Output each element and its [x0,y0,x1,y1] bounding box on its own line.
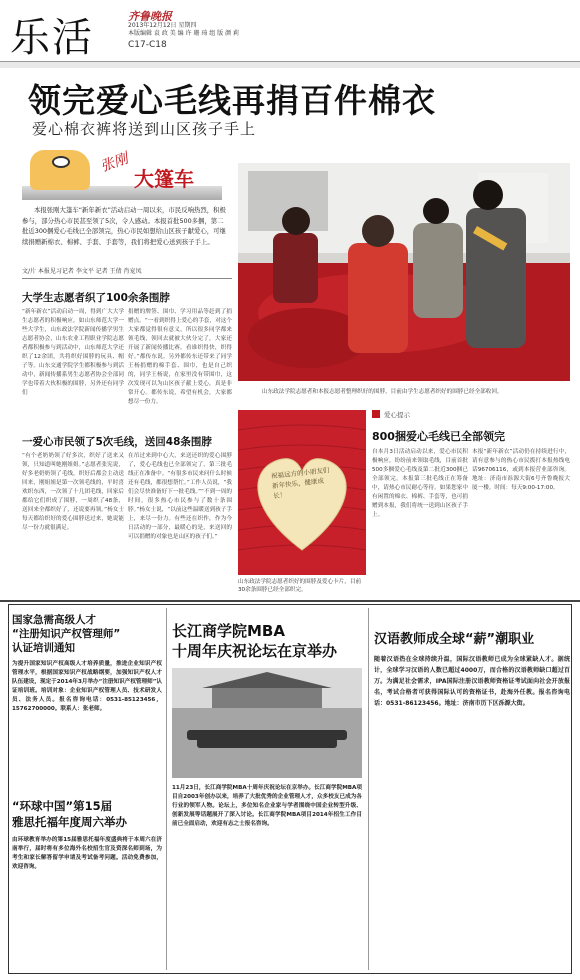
volunteers-photo [238,163,570,381]
column-logo-text: 大篷车 [134,167,194,191]
section1-title: 大学生志愿者织了100余条围脖 [22,292,170,304]
ad3-headline-line2: 十周年庆祝论坛在京举办 [172,642,338,660]
section1-column2: 捐赠的牌签、围巾、学习用品等赶到了捐赠点。“一看到织得上爱心的手套，对这个大家都觉得很有意义，所以很多同学都来领毛线，领回去就被大伙分完了，大家还开展了新闻传播比赛，看谁织得快，织得好。”都传东说。另外都传东还带来了同学王杨捐赠的棉手套、围巾，也是自己织的，同学王杨说，在家里没有带围巾，这次发现可以为山区孩子献上爱心，真是非常开心。都传东说，希望有机会，大家都想尽一份力。 [128,309,232,405]
tip-label: 爱心提示 [384,411,410,419]
tip-column2: 本报“新年新衣”活动仍在持续进行中，请有意参与的热心市民拨打本报热线电话96706116，或到本报营业部咨询。地址：济南市泺源大街6号齐鲁晚报大厦一楼。时间：每天9:00-17:00。 [472,449,570,491]
column-divider-2 [368,608,369,970]
ad1-body: 为提升国家知识产权高级人才培养质量，推进企业知识产权管理水平，根据国家知识产权战略纲要，加强知识产权人才队伍建设，现定于2014年3月举办“注册知识产权管理师”认证培训班。培训对象：企业知识产权管理人员、技术研发人员、法务人员。报名咨询电话：0531-85123456，15762700000。联系人：张老师。 [12,661,162,712]
byline: 文/片 本报见习记者 李文平 记者 王倩 肖宠凤 [22,268,142,275]
masthead-rule [0,62,580,68]
cartoon-eye-icon [52,156,70,168]
ad-section-rule [0,600,580,602]
forum-group-photo [172,668,362,778]
forum-group-photo-image [172,668,362,778]
scarf-photo [238,410,366,575]
main-headline: 领完爱心毛线再捐百件棉衣 [28,81,436,120]
tip-column1: 自本月3日活动启动以来，爱心市民积极响应，纷纷前来领取毛线，目前首批500多捆爱心毛线及第二批近300捆已全部领完。本报第三批毛线正在筹备中，请热心市民耐心等待。如果您家中有闲置的棉衣、棉裤、手套等，也可捐赠到本报，我们将统一送到山区孩子手上。 [372,449,468,518]
photo2-caption: 山东政法学院志愿者织好的围脖及爱心卡片，目前30余条围脖已经全部织完。 [238,579,362,593]
edition-number: C17-C18 [128,40,167,50]
section-title: 乐活 [10,15,94,61]
ad2-body: 由环球教育举办的第15届雅思托福年度盛典将于本周六在济南举行，届时将有多位海外名校招生官及资深名师到场，为考生和家长解答留学申请及考试备考问题。活动免费参加，欢迎咨询。 [12,837,162,870]
volunteers-photo-image [238,163,570,381]
date-line [128,22,239,38]
column-logo-script: 张刚 [98,150,131,176]
ad1-headline-line3: 认证培训通知 [12,642,75,654]
photo1-caption: 山东政法学院志愿者和本报志愿者整理织好的围脖，目前由学生志愿者织好的围脖已经全部收回。 [262,389,503,395]
intro-paragraph: 本报张刚大篷车“新年新衣”活动启动一周以来，市民反响热烈，积极参与，部分热心市民甚至领了5次，令人感动。本报首批500多捆，第二批近300捆爱心毛线已全部领完，热心市民如想给山区孩子献爱心，可继续捐赠新棉衣、棉裤、手套、手套等，我们将把爱心送到孩子手上。 [22,206,226,246]
ad1-headline-line2: “注册知识产权管理师” [12,628,121,640]
ad4-headline: 汉语教师成全球“薪”潮职业 [374,632,535,647]
ad4-body: 随着汉语热在全球持续升温，国际汉语教师已成为全球紧缺人才。据统计，全球学习汉语的人数已超过4000万，而合格的汉语教师缺口超过百万。为满足社会需求，IPA国际注册汉语教师资格证考试面向社会开放报名，考试合格者可获得国际认可的资格证书，赴海外任教。报名咨询电话：0531-86123456。地址：济南市历下区泺源大街。 [374,656,570,707]
divider [22,278,232,279]
tip-marker-icon [372,410,380,418]
section2-column2: 在吊过来到中心大，来送还织的爱心围脖了，爱心毛线也已全部领完了，第三批毛线正在准备中。“有很多市民来问什么时候还有毛线，都很想帮忙。”工作人员说，“我们会尽快准备好下一批毛线。”“不到一周的时间，很多热心市民参与了数十条围脖。”杨女士说，“以前这些温暖送到孩子手上，来尽一份力。有些还在织作，作为今日活动的一部分，最暖心的是，来送回的可以捐赠的对象也是山区的孩子们。” [128,453,232,540]
section2-column1: “有个老奶奶领了好多次，织好了送来又领，只知道叫她刚姐姐。”志愿者张宪说，好多老奶奶领了毛线，织好后都会主动送回来，刚姐姐是第一次领毛线的，平时喜欢织东西，一次领了十几团毛线，回家后都给它们织成了围脖，一周织了48条，送回来全都织好了，还说要再领。”杨女士每天都给织好的爱心围脖送过来，她说能尽一份力就很满足。 [22,453,124,531]
section1-column1: “新年新衣”活动启动一周，得到广大大学生志愿者的积极响应。如山东师范大学一些大学生，山东政法学院新闻传播学男生志愿者协会，山东农业工程职业学院志愿者都积极参与到活动中，山东师范大学还织了12余团，共将织好围脖的玩具、帽子等。山东交通学院学生都积极参与到活动中，新闻传播系男生志愿者协会全部同学也带着大伙积极的围脖，另外还有同学们 [22,309,124,396]
date-text: 2013年12月12日 星期四 [128,22,197,29]
ad3-body: 11月23日，长江商学院MBA十周年庆祝论坛在京举办。长江商学院MBA项目自2003年创办以来，培养了大批优秀的企业管理人才，众多校友已成为各行业的领军人物。论坛上，多位知名企业家与学者围绕中国企业转型升级、创新发展等话题展开了深入讨论。长江商学院MBA项目2014年招生工作目前已全面启动，欢迎有志之士报名咨询。 [172,785,362,827]
ad2-headline-line1: “环球中国”第15届 [12,799,113,813]
editors-text: 本版编辑 袁 政 美 编 许 珊 琦 组 版 颜 莉 [128,30,239,37]
column-divider [166,608,167,970]
heart-note: 祝福远方的小朋友们新年快乐，健康成长！ [270,466,330,501]
section2-title: 一爱心市民领了5次毛线，送回48条围脖 [22,436,212,448]
ad2-headline-line2: 雅思托福年度周六举办 [12,815,127,829]
ad1-headline-line1: 国家急需高级人才 [12,614,96,626]
ad3-headline-line1: 长江商学院MBA [172,622,285,640]
tip-title: 800捆爱心毛线已全部领完 [372,430,505,443]
main-subheadline: 爱心棉衣裤将送到山区孩子手上 [32,120,257,138]
newspaper-logo: 齐鲁晚报 [128,10,172,23]
